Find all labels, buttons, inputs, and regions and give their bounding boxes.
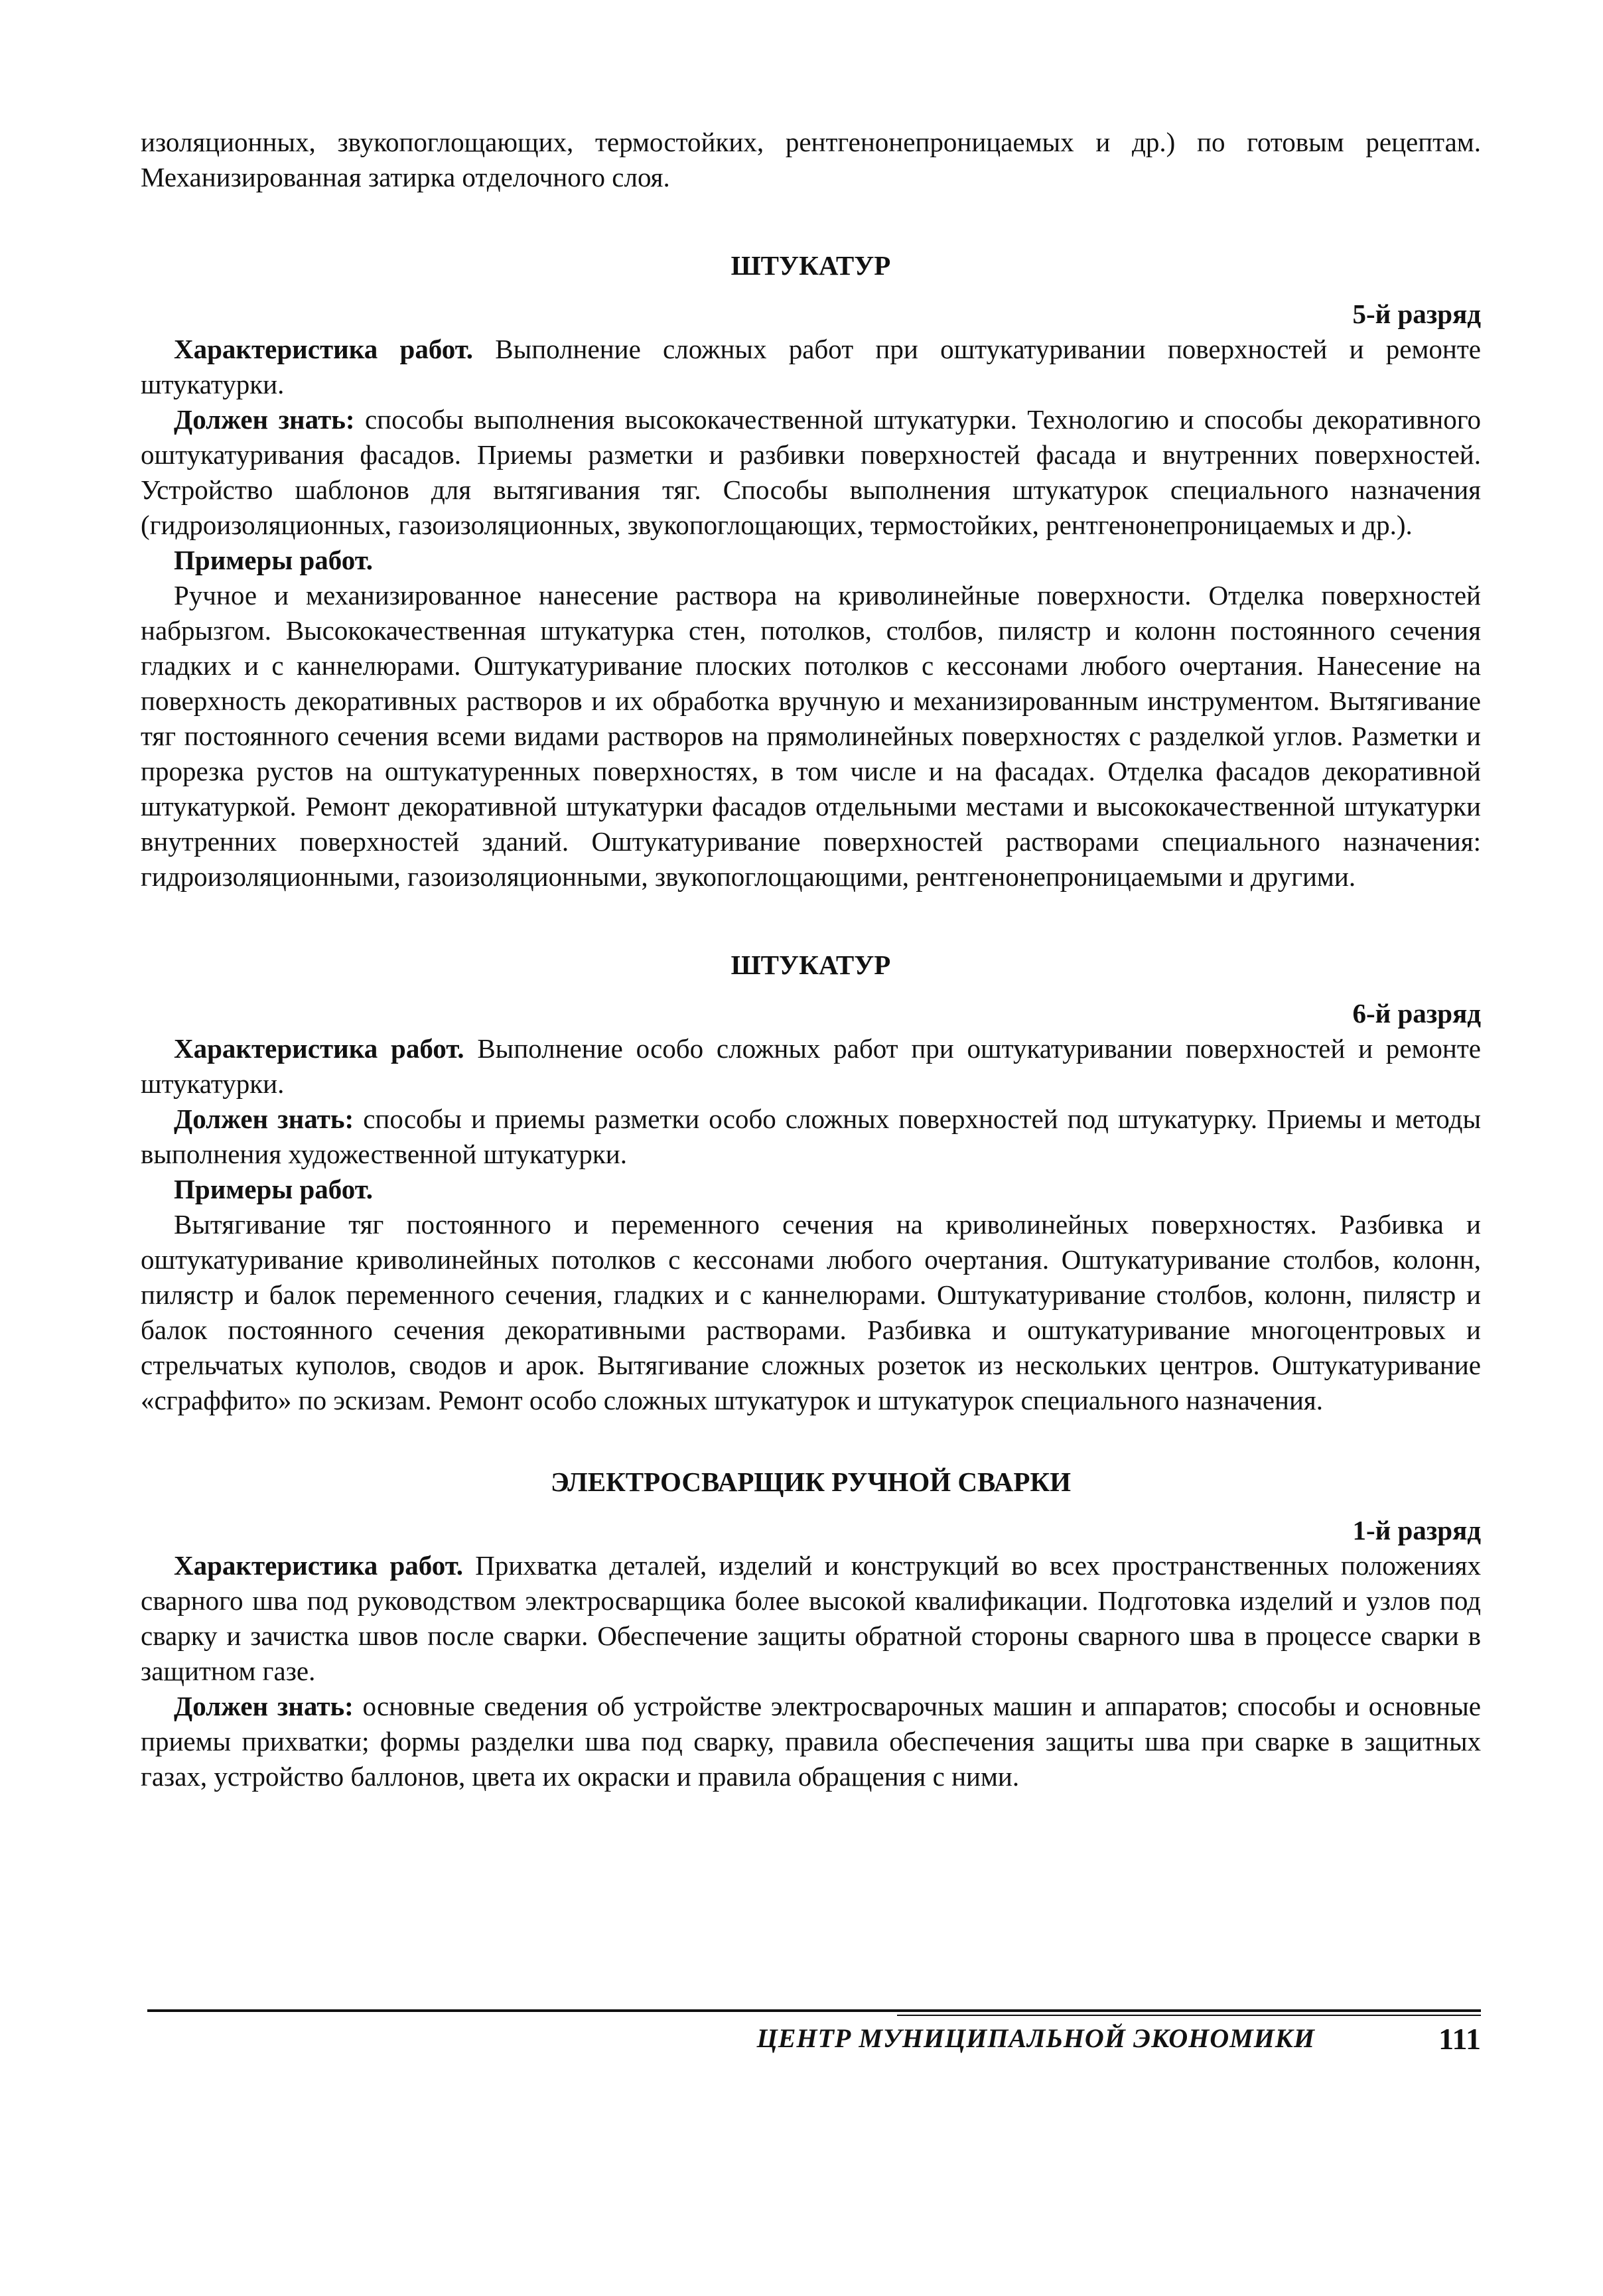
section-title: ШТУКАТУР: [731, 250, 891, 281]
footer-divider-secondary: [897, 2015, 1481, 2016]
document-page: [141, 125, 1481, 1794]
examples-heading: Примеры работ.: [174, 545, 374, 575]
intro-paragraph: изоляционных, звукопоглощающих, термостойких, рентгенонепроницаемых и др.) по готовым рецептам. Механизированная затирка отделочного слоя.: [141, 127, 1481, 192]
section-grade: 5-й разряд: [1352, 299, 1481, 329]
characteristic-label: Характеристика работ.: [174, 1033, 464, 1064]
section-plasterer-grade-5: [141, 248, 1481, 895]
knowledge-text: способы и приемы разметки особо сложных поверхностей под штукатурку. Приемы и методы выполнения художественной штукатурки.: [141, 1104, 1481, 1169]
page-footer: [147, 2009, 1481, 2069]
knowledge-label: Должен знать:: [174, 1691, 354, 1721]
footer-title: ЦЕНТР МУНИЦИПАЛЬНОЙ ЭКОНОМИКИ: [756, 2023, 1315, 2053]
knowledge-paragraph: [141, 402, 1481, 543]
section-title: ЭЛЕКТРОСВАРЩИК РУЧНОЙ СВАРКИ: [550, 1467, 1072, 1497]
characteristic-label: Характеристика работ.: [174, 1550, 464, 1581]
section-grade: 6-й разряд: [1352, 998, 1481, 1029]
characteristic-paragraph: [141, 332, 1481, 402]
section-title: ШТУКАТУР: [731, 950, 891, 980]
page-number: 111: [1438, 2022, 1481, 2056]
knowledge-paragraph: [141, 1102, 1481, 1172]
knowledge-label: Должен знать:: [174, 404, 355, 435]
examples-paragraph: Ручное и механизированное нанесение раствора на криволинейные поверхности. Отделка поверхностей набрызгом. Высококачественная штукатурка стен, потолков, столбов, пилястр и колонн постоянного сечения гладких и с каннелюрами. Оштукатуривание плоских потолков с кессонами любого очертания. Нанесение на поверхность декоративных растворов и их обработка вручную и механизированным инструментом. Вытягивание тяг постоянного сечения всеми видами растворов на прямолинейных поверхностях с разделкой углов. Разметки и прорезка рустов на оштукатуренных поверхностях, в том числе и на фасадах. Отделка фасадов декоративной штукатуркой. Ремонт декоративной штукатурки фасадов отдельными местами и высококачественной штукатурки внутренних поверхностей зданий. Оштукатуривание поверхностей растворами специального назначения: гидроизоляционными, газоизоляционными, звукопоглощающими, рентгенонепроницаемыми и другими.: [141, 580, 1481, 892]
characteristic-paragraph: [141, 1031, 1481, 1102]
knowledge-text: способы выполнения высококачественной штукатурки. Технологию и способы декоративного оштукатуривания фасадов. Приемы разметки и разбивки поверхностей фасада и внутренних поверхностей. Устройство шаблонов для вытягивания тяг. Способы выполнения штукатурок специального назначения (гидроизоляционных, газоизоляционных, звукопоглощающих, термостойких, рентгенонепроницаемых и др.).: [141, 404, 1481, 540]
examples-heading: Примеры работ.: [174, 1174, 374, 1204]
characteristic-text: Выполнение особо сложных работ при оштукатуривании поверхностей и ремонте штукатурки.: [141, 1033, 1481, 1099]
knowledge-text: основные сведения об устройстве электросварочных машин и аппаратов; способы и основные приемы прихватки; формы разделки шва под сварку, правила обеспечения защиты шва при сварке в защитных газах, устройство баллонов, цвета их окраски и правила обращения с ними.: [141, 1691, 1481, 1792]
characteristic-text: Выполнение сложных работ при оштукатуривании поверхностей и ремонте штукатурки.: [141, 334, 1481, 399]
knowledge-label: Должен знать:: [174, 1104, 354, 1134]
characteristic-paragraph: [141, 1548, 1481, 1689]
examples-paragraph: Вытягивание тяг постоянного и переменного сечения на криволинейных поверхностях. Разбивка и оштукатуривание криволинейных потолков с кессонами любого очертания. Оштукатуривание столбов, колонн, пилястр и балок переменного сечения, гладких и с каннелюрами. Оштукатуривание столбов, колонн, пилястр и балок постоянного сечения декоративными растворами. Разбивка и оштукатуривание многоцентровых и стрельчатых куполов, сводов и арок. Вытягивание сложных розеток из нескольких центров. Оштукатуривание «сграффито» по эскизам. Ремонт особо сложных штукатурок и штукатурок специального назначения.: [141, 1209, 1481, 1415]
characteristic-label: Характеристика работ.: [174, 334, 474, 364]
footer-divider: [147, 2009, 1481, 2012]
characteristic-text: Прихватка деталей, изделий и конструкций во всех пространственных положениях сварного шва под руководством электросварщика более высокой квалификации. Подготовка изделий и узлов под сварку и зачистка швов после сварки. Обеспечение защиты обратной стороны сварного шва в процессе сварки в защитном газе.: [141, 1550, 1481, 1686]
section-welder-grade-1: [141, 1465, 1481, 1794]
section-grade: 1-й разряд: [1352, 1515, 1481, 1545]
knowledge-paragraph: [141, 1689, 1481, 1794]
section-plasterer-grade-6: [141, 948, 1481, 1418]
